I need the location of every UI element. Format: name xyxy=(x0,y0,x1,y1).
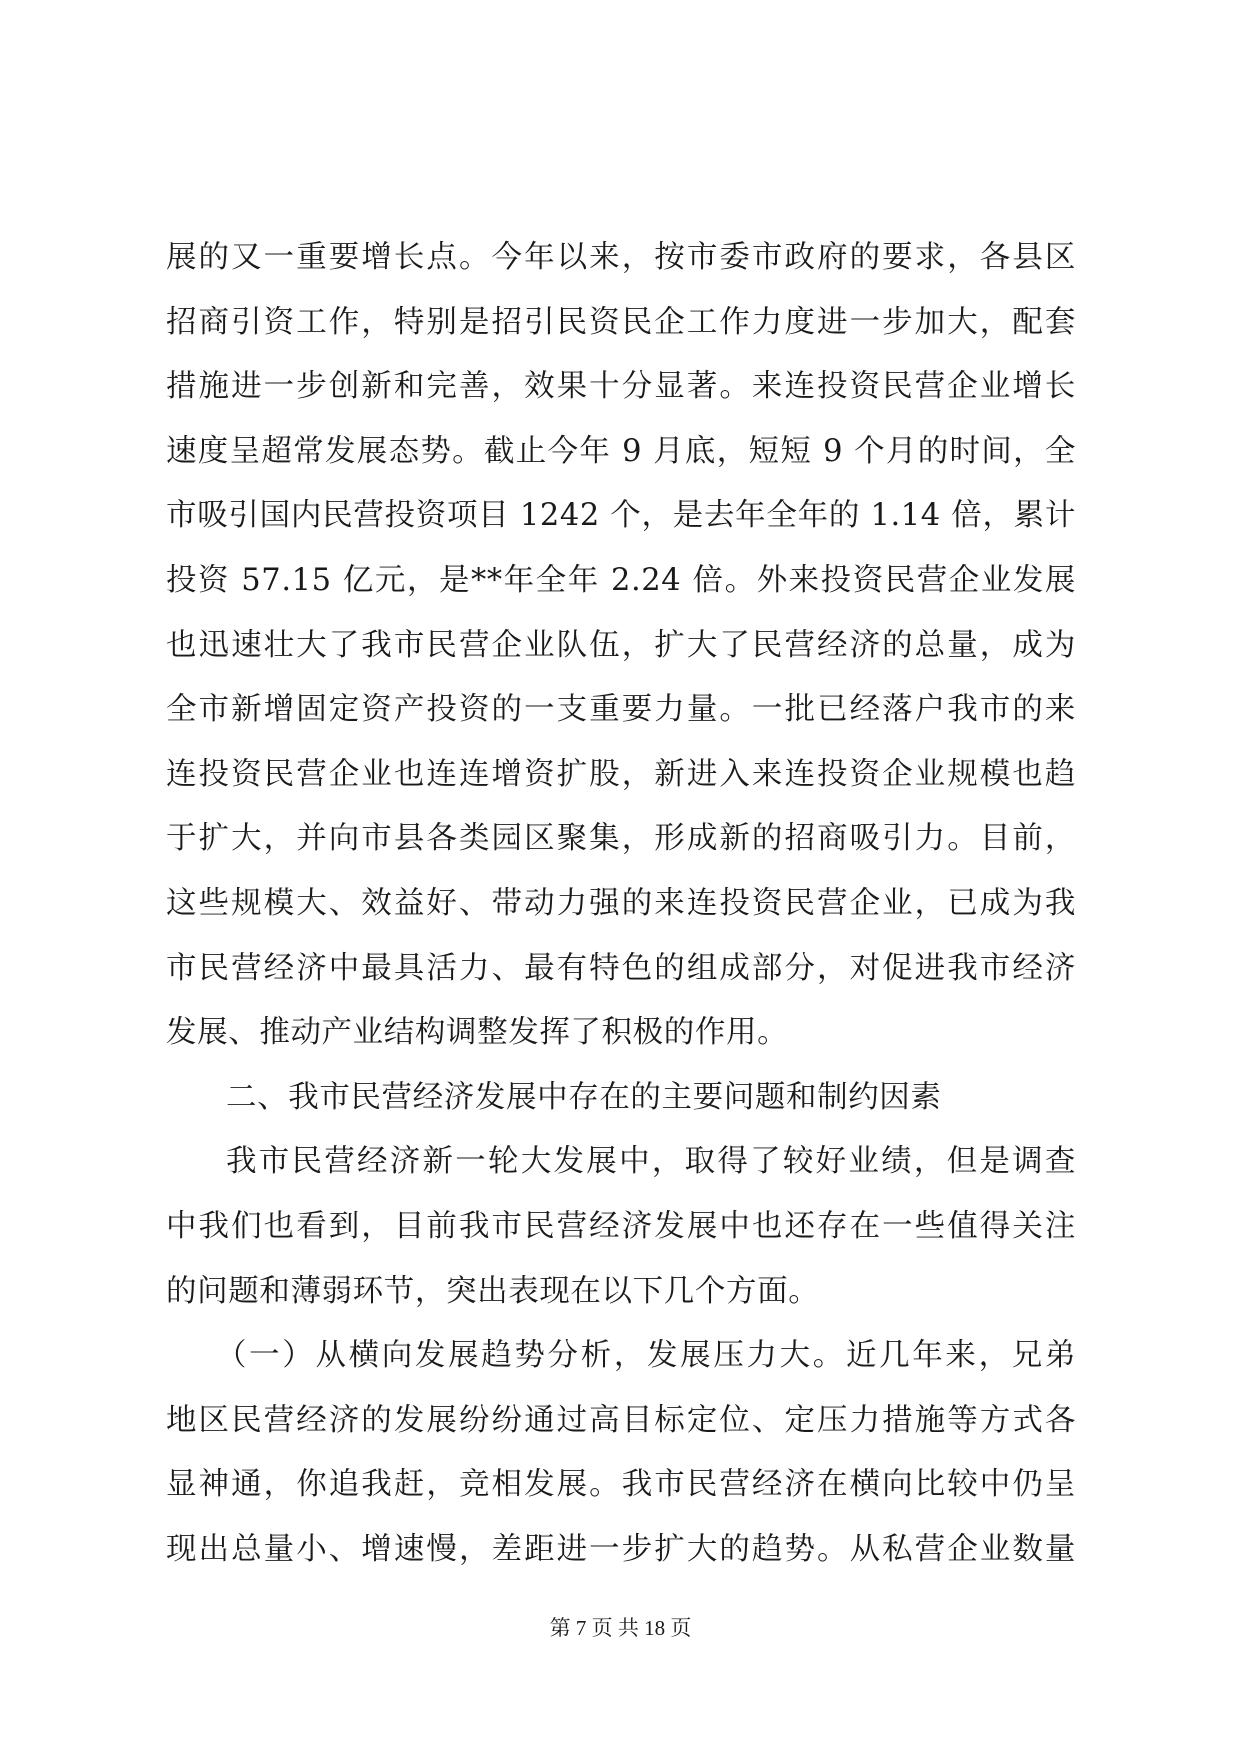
body-line: 招商引资工作，特别是招引民资民企工作力度进一步加大，配套 xyxy=(166,304,1076,340)
body-line: 也迅速壮大了我市民营企业队伍，扩大了民营经济的总量，成为 xyxy=(166,627,1076,663)
document-body xyxy=(166,226,1076,1582)
body-line: 措施进一步创新和完善，效果十分显著。来连投资民营企业增长 xyxy=(166,369,1076,405)
subsection-line: （一）从横向发展趋势分析，发展压力大。近几年来，兄弟 xyxy=(216,1338,1076,1374)
body-line: 地区民营经济的发展纷纷通过高目标定位、定压力措施等方式各 xyxy=(166,1402,1076,1438)
body-line: 现出总量小、增速慢，差距进一步扩大的趋势。从私营企业数量 xyxy=(166,1531,1076,1567)
page-number-footer: 第 7 页 共 18 页 xyxy=(549,1616,692,1640)
body-line: 市吸引国内民营投资项目 1242 个，是去年全年的 1.14 倍，累计 xyxy=(166,498,1076,534)
body-line: 中我们也看到，目前我市民营经济发展中也还存在一些值得关注 xyxy=(166,1208,1076,1244)
section-heading: 二、我市民营经济发展中存在的主要问题和制约因素 xyxy=(226,1079,942,1115)
body-line: 速度呈超常发展态势。截止今年 9 月底，短短 9 个月的时间，全 xyxy=(166,433,1076,469)
body-line: 全市新增固定资产投资的一支重要力量。一批已经落户我市的来 xyxy=(166,692,1076,728)
body-line: 我市民营经济新一轮大发展中，取得了较好业绩，但是调查 xyxy=(226,1144,1076,1180)
body-line: 发展、推动产业结构调整发挥了积极的作用。 xyxy=(166,1015,789,1051)
body-line: 于扩大，并向市县各类园区聚集，形成新的招商吸引力。目前， xyxy=(166,821,1076,857)
body-line: 的问题和薄弱环节，突出表现在以下几个方面。 xyxy=(166,1273,820,1309)
body-line: 市民营经济中最具活力、最有特色的组成部分，对促进我市经济 xyxy=(166,950,1076,986)
body-line: 投资 57.15 亿元，是**年全年 2.24 倍。外来投资民营企业发展 xyxy=(166,562,1076,598)
body-line: 展的又一重要增长点。今年以来，按市委市政府的要求，各县区 xyxy=(166,240,1076,275)
body-line: 这些规模大、效益好、带动力强的来连投资民营企业，已成为我 xyxy=(166,885,1076,921)
body-line: 连投资民营企业也连连增资扩股，新进入来连投资企业规模也趋 xyxy=(166,756,1076,792)
body-line: 显神通，你追我赶，竞相发展。我市民营经济在横向比较中仍呈 xyxy=(166,1467,1076,1503)
